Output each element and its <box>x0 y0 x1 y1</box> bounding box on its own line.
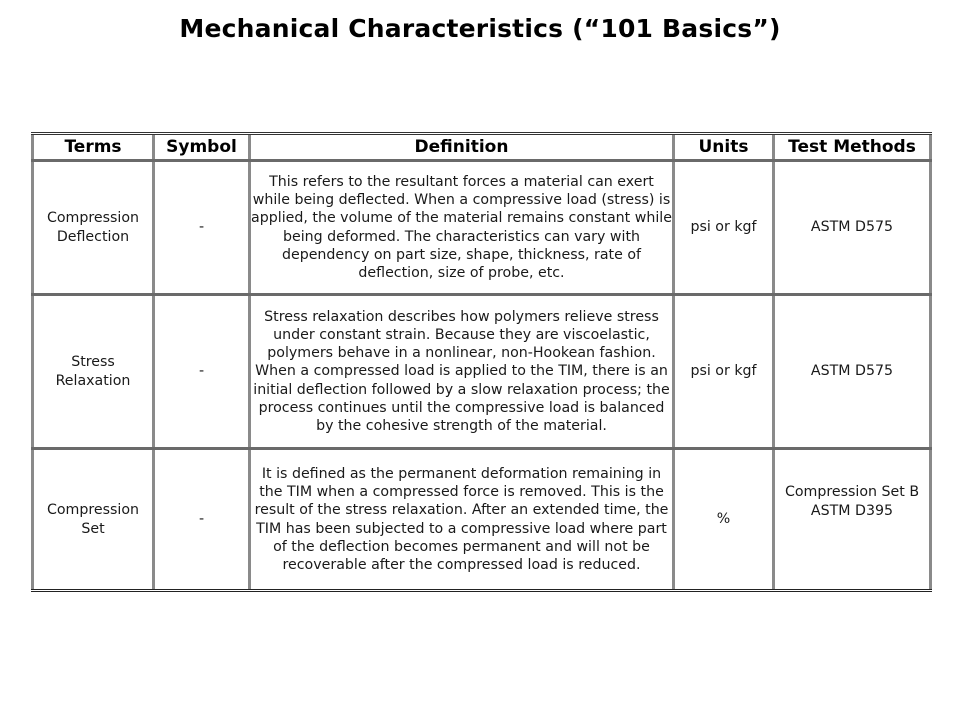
cell-units: % <box>674 449 774 591</box>
cell-test-methods <box>774 449 931 591</box>
cell-term <box>33 161 154 295</box>
cell-term <box>33 295 154 449</box>
cell-symbol: - <box>154 161 250 295</box>
term-line: Set <box>81 520 105 537</box>
cell-test-methods <box>774 295 931 449</box>
cell-definition: This refers to the resultant forces a material can exert while being deflected. When a compressive load (stress) is applied, the volume of the material remains constant while being deformed. The characteristics can vary with dependency on part size, shape, thickness, rate of deflection, size of probe, etc. <box>250 161 674 295</box>
mechanical-characteristics-table-container <box>31 132 929 592</box>
term-line: Stress <box>71 354 115 371</box>
header-units: Units <box>674 134 774 161</box>
table-row <box>33 449 931 591</box>
header-test-methods: Test Methods <box>774 134 931 161</box>
table-row <box>33 161 931 295</box>
cell-symbol: - <box>154 449 250 591</box>
mechanical-characteristics-table <box>31 132 932 592</box>
cell-term <box>33 449 154 591</box>
cell-units: psi or kgf <box>674 161 774 295</box>
header-terms: Terms <box>33 134 154 161</box>
header-definition: Definition <box>250 134 674 161</box>
cell-units: psi or kgf <box>674 295 774 449</box>
header-symbol: Symbol <box>154 134 250 161</box>
term-line: Relaxation <box>55 372 131 389</box>
term-line: Compression <box>46 502 140 519</box>
test-method-line: Compression Set B <box>784 484 920 501</box>
table-header-row <box>33 134 931 161</box>
term-line: Compression <box>46 210 140 227</box>
slide-title: Mechanical Characteristics (“101 Basics”) <box>179 14 781 43</box>
cell-test-methods <box>774 161 931 295</box>
test-method-line: ASTM D575 <box>810 219 894 236</box>
test-method-line: ASTM D395 <box>810 502 894 519</box>
cell-symbol: - <box>154 295 250 449</box>
test-method-line: ASTM D575 <box>810 363 894 380</box>
term-line: Deflection <box>56 228 130 245</box>
cell-definition: Stress relaxation describes how polymers relieve stress under constant strain. Because they are viscoelastic, polymers behave in a nonlinear, non-Hookean fashion. When a compressed load is applied to the TIM, there is an initial deflection followed by a slow relaxation process; the process continues until the compressive load is balanced by the cohesive strength of the material. <box>250 295 674 449</box>
table-row <box>33 295 931 449</box>
cell-definition: It is defined as the permanent deformation remaining in the TIM when a compressed force is removed. This is the result of the stress relaxation. After an extended time, the TIM has been subjected to a compressive load where part of the deflection becomes permanent and will not be recoverable after the compressed load is reduced. <box>250 449 674 591</box>
